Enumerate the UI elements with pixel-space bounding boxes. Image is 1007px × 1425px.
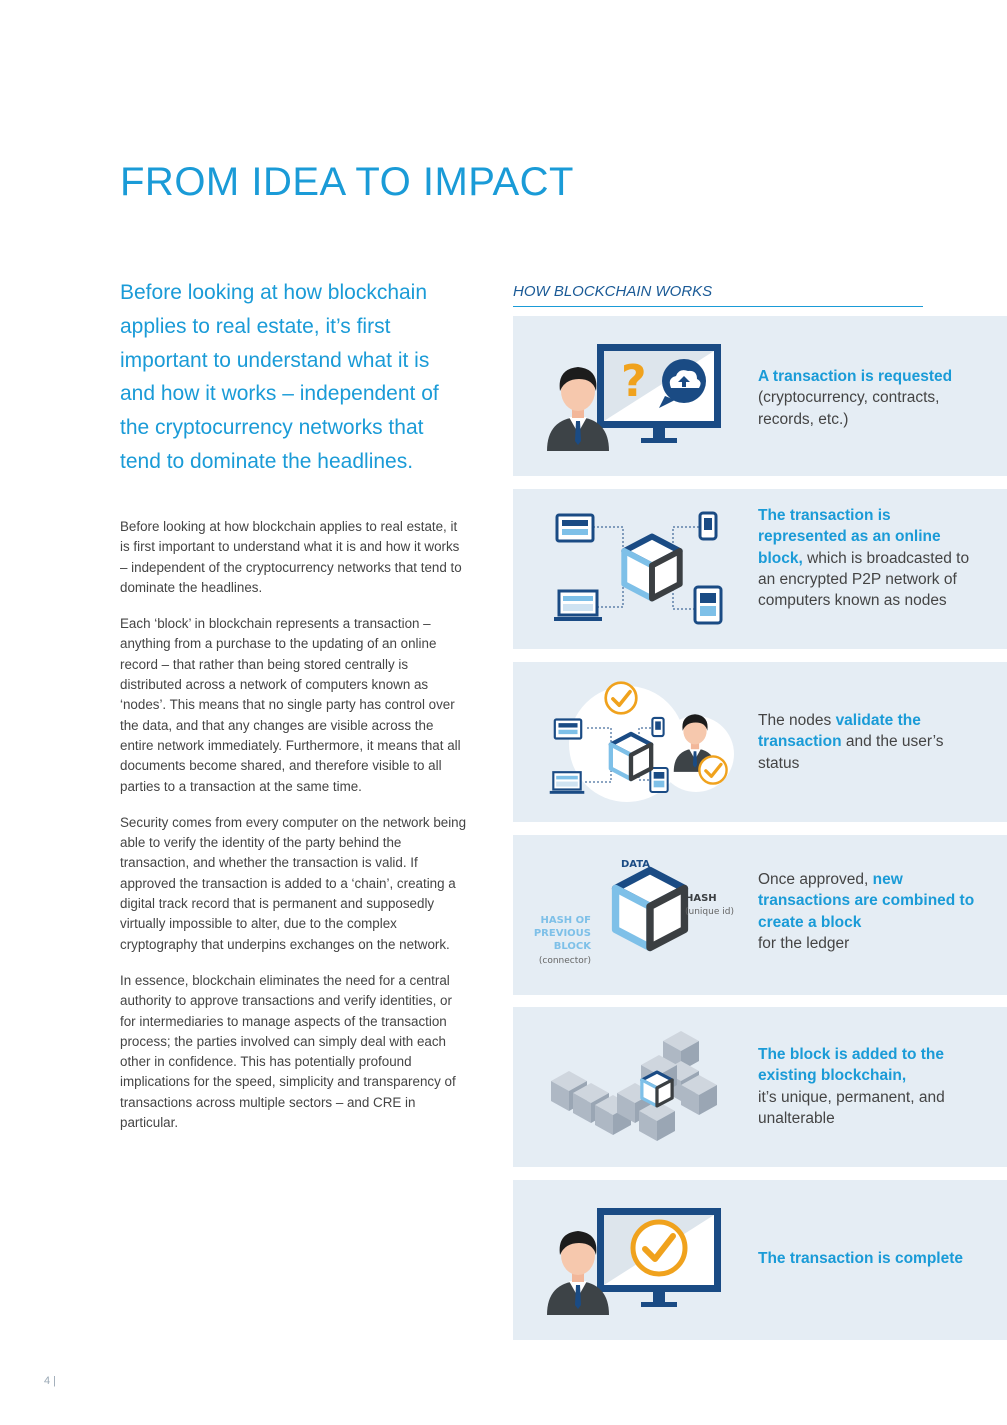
step-block — [513, 489, 1007, 649]
block-diagram — [533, 835, 741, 995]
step-validate — [513, 662, 1007, 822]
svg-text:HASH: HASH — [685, 893, 717, 904]
svg-text:(unique id): (unique id) — [685, 907, 734, 917]
svg-text:BLOCK: BLOCK — [553, 941, 591, 952]
step-text: The nodes validate the transaction and the user’s status — [758, 712, 944, 772]
how-heading: HOW BLOCKCHAIN WORKS — [513, 283, 923, 307]
svg-text:DATA: DATA — [621, 859, 651, 870]
step-complete — [513, 1180, 1007, 1340]
svg-text:(connector): (connector) — [538, 956, 591, 966]
laptop-icon — [554, 591, 602, 621]
step-text: The block is added to the existing blockchain, it’s unique, permanent, and unalterable — [758, 1046, 945, 1127]
body-paragraph: Security comes from every computer on the network being able to verify the identity of the party behind the transaction, and whether the transaction is valid. If approved the transaction is added to a ‘chain’, creating a digital track record that is permanent and supposedly virtually impossible to alter, due to the complex cryptography that underpins exchanges on the network. — [120, 814, 467, 952]
page-number: 4 | — [44, 1375, 57, 1387]
svg-text:HASH OF: HASH OF — [540, 915, 591, 926]
body-paragraph: Before looking at how blockchain applies to real estate, it is first important to understand what it is and how it works – independent of the cryptocurrency networks that tend to dominate the headlines. — [120, 519, 462, 595]
step-request — [513, 316, 1007, 476]
tablet-icon — [695, 587, 721, 623]
check-icon — [606, 683, 637, 714]
svg-text:PREVIOUS: PREVIOUS — [533, 928, 591, 939]
svg-text:?: ? — [621, 356, 647, 407]
step-text: The transaction is represented as an online block, which is broadcasted to an encrypted P2P network of computers known as nodes — [758, 507, 970, 610]
step-chain — [513, 1007, 1007, 1167]
intro-text: Before looking at how blockchain applies to real estate, it’s first important to understand what it is and how it works – independent of the cryptocurrency networks that tend to dominate the headlines. — [120, 281, 439, 473]
complete-illustration — [541, 1180, 741, 1340]
block-icon — [624, 536, 679, 598]
step-combine — [513, 835, 1007, 995]
step-text: The transaction is complete — [758, 1250, 963, 1267]
blockchain-illustration — [541, 1007, 741, 1167]
step-text: Once approved, new transactions are combined to create a block for the ledger — [758, 871, 975, 952]
request-illustration — [541, 316, 741, 476]
body-paragraph: In essence, blockchain eliminates the need for a central authority to approve transactions and verify identities, or for intermediaries to manage aspects of the transaction process; the parties involved can simply deal with each other in confidence. This has potentially profound implications for the speed, simplicity and transparency of transactions across multiple sectors – and CRE in particular. — [120, 972, 456, 1131]
validate-illustration — [541, 662, 741, 822]
body-paragraph: Each ‘block’ in blockchain represents a transaction – anything from a purchase to the updating of an online record – that rather than being stored centrally is distributed across a network of computers known as ‘nodes’. This means that no single party has control over the data, and that any changes are visible across the entire network immediately. Furthermore, it means that all documents become shared, and therefore visible to all parties to a transaction at the same time. — [120, 616, 461, 794]
page-title: FROM IDEA TO IMPACT — [120, 160, 574, 204]
phone-icon — [700, 513, 716, 539]
network-illustration — [541, 489, 741, 649]
body-text — [120, 517, 470, 1149]
step-text: A transaction is requested (cryptocurrency, contracts, records, etc.) — [758, 368, 953, 428]
check-icon — [699, 756, 726, 783]
tablet-icon — [557, 515, 593, 541]
